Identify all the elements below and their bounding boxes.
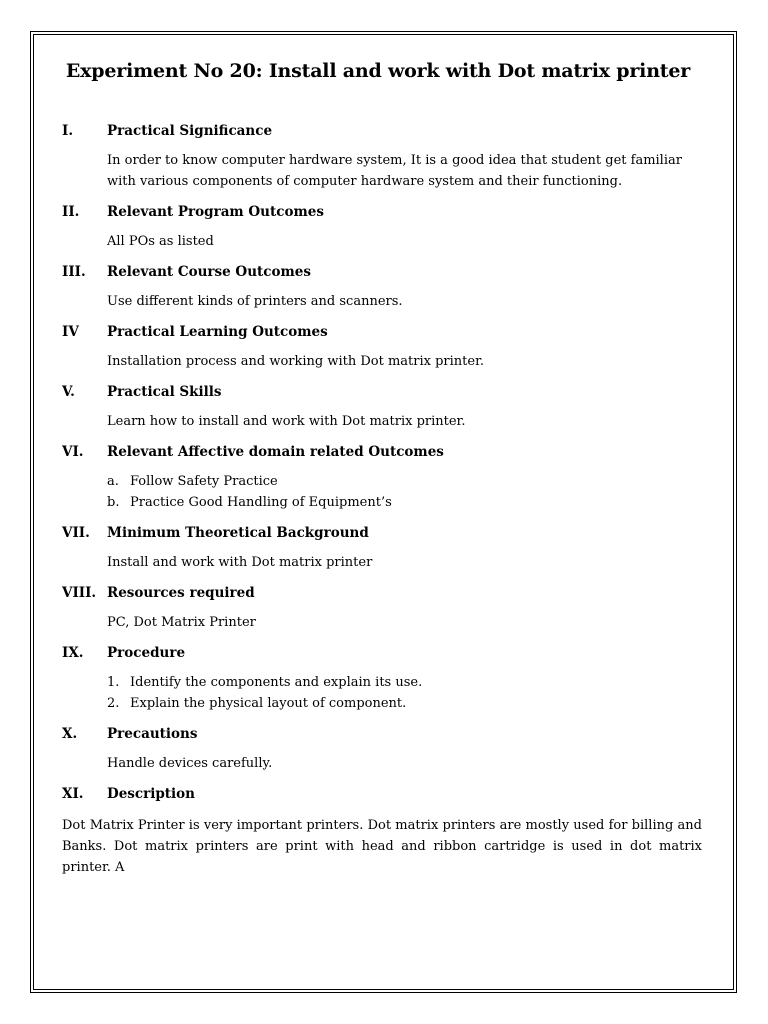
section-description: [62, 783, 702, 878]
section-body: In order to know computer hardware system, It is a good idea that student get familiar with various components of computer hardware system and their functioning.: [107, 153, 682, 189]
section-body: All POs as listed: [107, 234, 214, 249]
section-heading: [62, 723, 702, 745]
section-title: Practical Skills: [107, 384, 222, 400]
section-number: X.: [62, 726, 78, 742]
section-number: I.: [62, 123, 74, 139]
section-number: V.: [62, 384, 75, 400]
section-heading: [62, 321, 702, 343]
section-resources: [62, 582, 702, 642]
section-practical-skills: [62, 381, 702, 441]
section-title: Minimum Theoretical Background: [107, 525, 369, 541]
section-number: VIII.: [62, 585, 97, 601]
section-title: Practical Significance: [107, 123, 273, 139]
section-heading: [62, 522, 702, 544]
section-heading: [62, 441, 702, 463]
section-body: PC, Dot Matrix Printer: [107, 615, 256, 630]
section-heading: [62, 261, 702, 283]
section-title: Relevant Course Outcomes: [107, 264, 311, 280]
section-title: Practical Learning Outcomes: [107, 324, 328, 340]
section-title: Relevant Program Outcomes: [107, 204, 324, 220]
list-text: Explain the physical layout of component.: [130, 696, 407, 711]
section-course-outcomes: [62, 261, 702, 321]
list-marker: b.: [107, 495, 120, 510]
procedure-list: [107, 672, 702, 714]
outcome-list: [107, 471, 702, 513]
section-heading: [62, 582, 702, 604]
list-text: Practice Good Handling of Equipment’s: [130, 495, 392, 510]
list-item: [107, 471, 702, 492]
list-item: [107, 693, 702, 714]
section-heading: [62, 642, 702, 664]
list-marker: 1.: [107, 675, 120, 690]
section-number: XI.: [62, 786, 84, 802]
document-content: [62, 60, 702, 878]
section-body: Installation process and working with Dot matrix printer.: [107, 354, 485, 369]
section-theoretical-background: [62, 522, 702, 582]
section-title: Relevant Affective domain related Outcomes: [107, 444, 444, 460]
section-number: IV: [62, 324, 79, 340]
section-number: III.: [62, 264, 86, 280]
section-heading: [62, 381, 702, 403]
section-affective-outcomes: [62, 441, 702, 522]
section-heading: [62, 201, 702, 223]
section-title: Precautions: [107, 726, 198, 742]
section-heading: [62, 783, 702, 805]
section-practical-significance: [62, 120, 702, 201]
section-number: II.: [62, 204, 80, 220]
list-item: [107, 672, 702, 693]
section-body: [107, 463, 702, 522]
section-precautions: [62, 723, 702, 783]
section-heading: [62, 120, 702, 142]
section-body: Handle devices carefully.: [107, 756, 273, 771]
section-number: VII.: [62, 525, 90, 541]
section-learning-outcomes: [62, 321, 702, 381]
section-number: IX.: [62, 645, 84, 661]
section-title: Procedure: [107, 645, 186, 661]
list-text: Follow Safety Practice: [130, 474, 278, 489]
list-marker: a.: [107, 474, 119, 489]
list-item: [107, 492, 702, 513]
section-title: Description: [107, 786, 195, 802]
section-number: VI.: [62, 444, 84, 460]
list-marker: 2.: [107, 696, 120, 711]
section-body: Learn how to install and work with Dot matrix printer.: [107, 414, 466, 429]
section-body: Use different kinds of printers and scanners.: [107, 294, 403, 309]
section-procedure: [62, 642, 702, 723]
section-body: Install and work with Dot matrix printer: [107, 555, 373, 570]
list-text: Identify the components and explain its use.: [130, 675, 423, 690]
section-title: Resources required: [107, 585, 255, 601]
page-title: Experiment No 20: Install and work with Dot matrix printer: [65, 60, 691, 82]
description-paragraph: Dot Matrix Printer is very important printers. Dot matrix printers are mostly used for billing and Banks. Dot matrix printers are print with head and ribbon cartridge is used in dot matrix printer. A: [62, 818, 702, 875]
section-body: [107, 664, 702, 723]
section-program-outcomes: [62, 201, 702, 261]
